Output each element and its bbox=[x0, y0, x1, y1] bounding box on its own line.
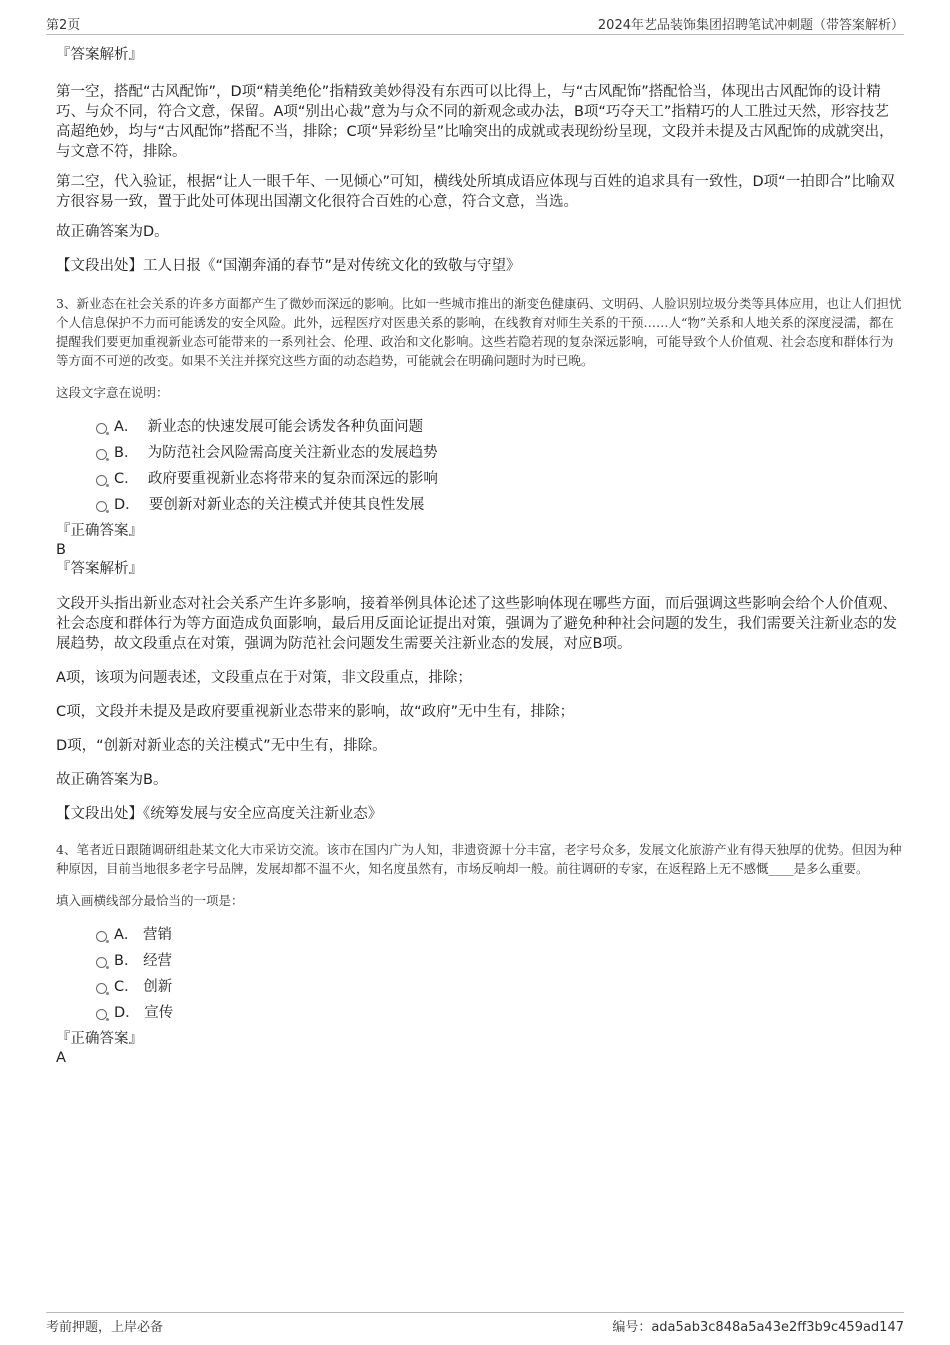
question-stem: 4、笔者近日跟随调研组赴某文化大市采访交流。该市在国内广为人知，非遗资源十分丰富，老字号众多，发展文化旅游产业有得天独厚的优势。但因为种种原因，目前当地很多老字号品牌，发展却都不温不火，知名度虽然有，市场反响却一般。前往调研的专家，在返程路上无不感慨____是多么重要。 bbox=[56, 842, 902, 876]
source-citation: 【文段出处】工人日报《“国潮奔涌的春节”是对传统文化的致敬与守望》 bbox=[56, 258, 521, 274]
radio-icon[interactable] bbox=[96, 983, 107, 994]
question-prompt: 这段文字意在说明： bbox=[56, 385, 169, 400]
analysis-label: 『答案解析』 bbox=[56, 47, 143, 63]
page-footer bbox=[46, 1312, 904, 1338]
radio-icon[interactable] bbox=[96, 449, 107, 460]
radio-icon[interactable] bbox=[96, 957, 107, 968]
correct-answer: B bbox=[56, 542, 66, 558]
radio-icon[interactable] bbox=[96, 501, 107, 512]
option-list bbox=[56, 414, 902, 518]
page-number: 第2页 bbox=[46, 18, 81, 33]
document-code: 编号：ada5ab3c848a5a43e2ff3b9c459ad147 bbox=[612, 1320, 904, 1335]
option-a[interactable]: A． 营销 bbox=[56, 922, 902, 948]
question-stem: 3、新业态在社会关系的许多方面都产生了微妙而深远的影响。比如一些城市推出的渐变色健康码、文明码、人脸识别垃圾分类等具体应用，也让人们担忧个人信息保护不力而可能诱发的安全风险。此外，远程医疗对医患关系的影响，在线教育对师生关系的干预……人“物”关系和人地关系的深度浸濡，都在提醒我们要更加重视新业态可能带来的一系列社会、伦理、政治和文化影响。这些若隐若现的复杂深远影响，可能导致个人价值观、社会态度和群体行为等方面不可逆的改变。如果不关注并探究这些方面的动态趋势，可能就会在明确问题时为时已晚。 bbox=[56, 296, 902, 368]
radio-icon[interactable] bbox=[96, 931, 107, 942]
option-c[interactable]: C． 政府要重视新业态将带来的复杂而深远的影响 bbox=[56, 466, 902, 492]
option-list bbox=[56, 922, 902, 1026]
option-d[interactable]: D． 要创新对新业态的关注模式并使其良性发展 bbox=[56, 492, 902, 518]
page-header bbox=[46, 14, 904, 35]
conclusion: 故正确答案为B。 bbox=[56, 772, 168, 788]
analysis-paragraph: C项，文段并未提及是政府要重视新业态带来的影响，故“政府”无中生有，排除； bbox=[56, 704, 575, 720]
analysis-paragraph: 第二空，代入验证，根据“让人一眼千年、一见倾心”可知，横线处所填成语应体现与百姓的追求具有一致性，D项“一拍即合”比喻双方很容易一致，置于此处可体现出国潮文化很符合百姓的心意，符合文意，当选。 bbox=[56, 174, 895, 210]
answer-label: 『正确答案』 bbox=[56, 523, 143, 539]
analysis-paragraph: 文段开头指出新业态对社会关系产生许多影响，接着举例具体论述了这些影响体现在哪些方面，而后强调这些影响会给个人价值观、社会态度和群体行为等方面造成负面影响，最后用反面论证提出对策，强调为了避免种种社会问题的发生，我们需要关注新业态的发展趋势，故文段重点在对策，强调为防范社会问题发生需要关注新业态的发展，对应B项。 bbox=[56, 596, 897, 652]
analysis-label: 『答案解析』 bbox=[56, 561, 143, 577]
option-c[interactable]: C． 创新 bbox=[56, 974, 902, 1000]
option-a[interactable]: A． 新业态的快速发展可能会诱发各种负面问题 bbox=[56, 414, 902, 440]
analysis-paragraph: 第一空，搭配“古风配饰”，D项“精美绝伦”指精致美妙得没有东西可以比得上，与“古风配饰”搭配恰当，体现出古风配饰的设计精巧、与众不同，符合文意，保留。A项“别出心裁”意为与众不同的新观念或办法，B项“巧夺天工”指精巧的人工胜过天然，形容技艺高超绝妙，均与“古风配饰”搭配不当，排除；C项“异彩纷呈”比喻突出的成就或表现纷纷呈现，文段并未提及古风配饰的成就突出，与文意不符，排除。 bbox=[56, 84, 894, 160]
fill-blank: ____ bbox=[768, 861, 794, 876]
radio-icon[interactable] bbox=[96, 475, 107, 486]
analysis-paragraph: D项，“创新对新业态的关注模式”无中生有，排除。 bbox=[56, 738, 387, 754]
conclusion: 故正确答案为D。 bbox=[56, 224, 169, 240]
radio-icon[interactable] bbox=[96, 1009, 107, 1020]
option-b[interactable]: B． 为防范社会风险需高度关注新业态的发展趋势 bbox=[56, 440, 902, 466]
answer-label: 『正确答案』 bbox=[56, 1031, 143, 1047]
analysis-paragraph: A项，该项为问题表述，文段重点在于对策，非文段重点，排除； bbox=[56, 670, 472, 686]
source-citation: 【文段出处】《统筹发展与安全应高度关注新业态》 bbox=[56, 806, 383, 822]
footer-slogan: 考前押题，上岸必备 bbox=[46, 1320, 164, 1335]
correct-answer: A bbox=[56, 1050, 66, 1066]
option-d[interactable]: D． 宣传 bbox=[56, 1000, 902, 1026]
page-content bbox=[56, 44, 902, 1068]
question-prompt: 填入画横线部分最恰当的一项是： bbox=[56, 893, 244, 908]
document-title: 2024年艺品装饰集团招聘笔试冲刺题（带答案解析） bbox=[597, 18, 904, 33]
option-b[interactable]: B． 经营 bbox=[56, 948, 902, 974]
radio-icon[interactable] bbox=[96, 423, 107, 434]
